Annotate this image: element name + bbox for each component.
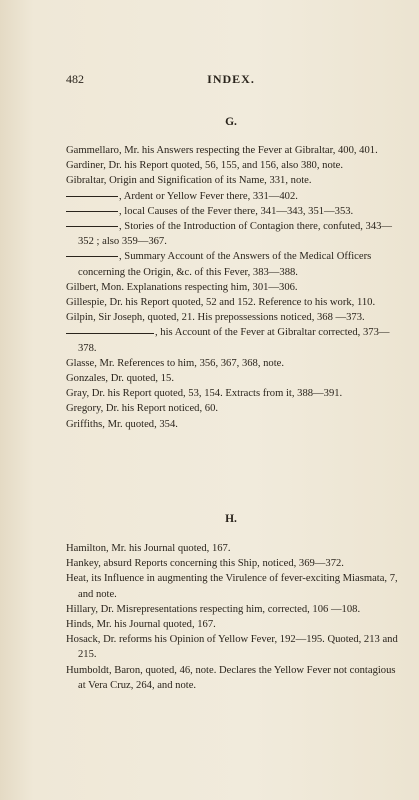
- entry-text: Gillespie, Dr. his Report quoted, 52 and 152. Reference to his work, 110.: [66, 297, 376, 309]
- index-entry: [66, 219, 400, 249]
- index-entry: [66, 189, 400, 204]
- ditto-dash: [66, 333, 154, 334]
- entry-text: Gammellaro, Mr. his Answers respecting the Fever at Gibraltar, 400, 401.: [66, 145, 378, 156]
- entry-text: , local Causes of the Fever there, 341—343, 351—353.: [119, 205, 354, 217]
- entry-text: Humboldt, Baron, quoted, 46, note. Declares the Yellow Fever not contagious at Vera Cruz, 264, and note.: [66, 664, 396, 691]
- entry-text: , Ardent or Yellow Fever there, 331—402.: [119, 190, 298, 202]
- section-letter-g: G.: [225, 116, 237, 128]
- entry-text: Gilbert, Mon. Explanations respecting him, 301—306.: [66, 281, 298, 293]
- entry-text: Glasse, Mr. References to him, 356, 367, 368, note.: [66, 357, 285, 369]
- index-entry: [66, 204, 400, 219]
- index-entry: [66, 310, 400, 325]
- entry-text: , his Account of the Fever at Gibraltar corrected, 373—378.: [78, 327, 390, 354]
- index-entry: [66, 356, 400, 371]
- section-h-entries: [66, 541, 400, 693]
- index-entry: [66, 249, 400, 279]
- index-entry: [66, 602, 400, 617]
- index-entry: [66, 173, 400, 188]
- entry-text: Hankey, absurd Reports concerning this Ship, noticed, 369—372.: [66, 558, 344, 570]
- entry-text: Gonzales, Dr. quoted, 15.: [66, 373, 174, 385]
- index-entry: [66, 143, 400, 158]
- entry-text: Gilpin, Sir Joseph, quoted, 21. His prepossessions noticed, 368 —373.: [66, 312, 365, 324]
- entry-text: Hamilton, Mr. his Journal quoted, 167.: [66, 543, 231, 554]
- index-entry: [66, 401, 400, 416]
- page-number: 482: [66, 72, 84, 86]
- entry-text: Gardiner, Dr. his Report quoted, 56, 155, and 156, also 380, note.: [66, 160, 344, 172]
- entry-text: Gray, Dr. his Report quoted, 53, 154. Extracts from it, 388—391.: [66, 388, 343, 400]
- entry-text: Hosack, Dr. reforms his Opinion of Yellow Fever, 192—195. Quoted, 213 and 215.: [66, 634, 398, 661]
- entry-text: , Summary Account of the Answers of the Medical Officers concerning the Origin, &c. of this Fever, 383—388.: [78, 251, 372, 278]
- index-entry: [66, 632, 400, 662]
- section-letter-h: H.: [225, 513, 237, 525]
- index-entry: [66, 325, 400, 355]
- index-entry: [66, 386, 400, 401]
- running-title: INDEX.: [207, 72, 255, 86]
- ditto-dash: [66, 256, 118, 257]
- index-entry: [66, 571, 400, 601]
- index-entry: [66, 617, 400, 632]
- entry-text: Gibraltar, Origin and Signification of its Name, 331, note.: [66, 175, 312, 187]
- entry-text: Heat, its Influence in augmenting the Virulence of fever-exciting Miasmata, 7, and note.: [66, 573, 398, 600]
- entry-text: Hillary, Dr. Misrepresentations respecting him, corrected, 106 —108.: [66, 603, 361, 615]
- entry-text: Griffiths, Mr. quoted, 354.: [66, 418, 178, 430]
- ditto-dash: [66, 211, 118, 212]
- index-entry: [66, 280, 400, 295]
- section-g-entries: [66, 143, 400, 432]
- index-entry: [66, 663, 400, 693]
- index-entry: [66, 556, 400, 571]
- index-entry: [66, 295, 400, 310]
- page-header: [66, 72, 396, 90]
- ditto-dash: [66, 196, 118, 197]
- index-entry: [66, 417, 400, 432]
- entry-text: Hinds, Mr. his Journal quoted, 167.: [66, 619, 216, 631]
- index-entry: [66, 541, 400, 556]
- index-entry: [66, 371, 400, 386]
- ditto-dash: [66, 226, 118, 227]
- entry-text: , Stories of the Introduction of Contagion there, confuted, 343—352 ; also 359—367.: [78, 221, 393, 248]
- index-entry: [66, 158, 400, 173]
- entry-text: Gregory, Dr. his Report noticed, 60.: [66, 403, 219, 415]
